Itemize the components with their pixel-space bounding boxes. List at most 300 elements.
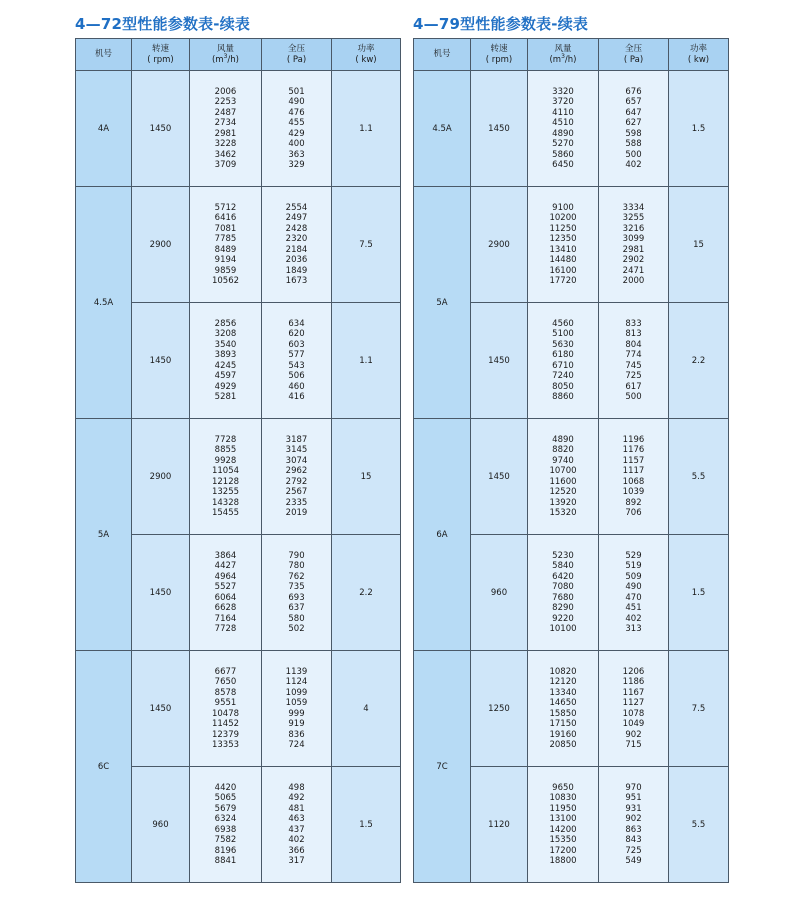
flow-value: 2981 [214,128,237,139]
flow-value: 15320 [549,508,577,518]
power-cell: 5.5 [669,419,729,535]
pressure-value: 892 [625,497,642,508]
pressure-value: 329 [288,160,305,170]
flow-values-cell [190,303,262,419]
flow-values-cell [190,71,262,187]
flow-value: 17200 [549,845,577,856]
flow-value: 5860 [552,149,574,160]
header-pressure: 全压 ( Pa) [262,39,332,71]
flow-value: 11054 [211,466,240,476]
flow-value: 3709 [214,160,237,170]
pressure-value: 2019 [285,508,308,518]
pressure-value: 1157 [622,455,645,466]
table-body [414,71,729,883]
flow-value: 3228 [214,139,237,149]
model-cell: 6C [76,651,132,883]
pressure-value: 1124 [285,677,308,687]
flow-value: 9551 [214,698,237,708]
pressure-value: 724 [288,740,305,750]
speed-cell: 1450 [132,71,190,187]
pressure-value: 498 [288,782,305,793]
flow-value: 6324 [214,814,237,824]
speed-cell: 2900 [132,187,190,303]
pressure-value: 588 [625,139,642,149]
pressure-value: 2497 [285,213,308,223]
pressure-value: 1139 [285,666,308,677]
flow-value: 8841 [214,856,237,866]
pressure-value: 577 [288,350,305,360]
pressure-values-cell [262,535,332,651]
pressure-value: 451 [625,603,642,613]
flow-value: 5270 [552,139,574,149]
model-cell: 4.5A [414,71,471,187]
pressure-value: 2320 [285,234,308,244]
flow-value: 3864 [214,550,237,561]
pressure-value: 1196 [622,434,645,445]
pressure-value: 833 [625,318,642,329]
pressure-value: 931 [625,803,642,814]
power-cell: 7.5 [669,651,729,767]
pressure-value: 500 [625,149,642,160]
pressure-value: 501 [288,86,305,97]
flow-value: 3320 [552,86,574,97]
flow-value: 3462 [214,149,237,160]
pressure-value: 3187 [285,434,308,445]
model-cell: 5A [76,419,132,651]
pressure-value: 437 [288,824,305,835]
flow-value: 12379 [211,729,240,740]
model-cell: 5A [414,187,471,419]
flow-value: 11950 [549,803,577,814]
pressure-values-cell [262,419,332,535]
pressure-value: 836 [288,729,305,740]
speed-cell: 1120 [471,767,528,883]
flow-value: 15350 [549,835,577,845]
flow-value: 12350 [549,234,577,244]
header-model: 机号 [414,39,471,71]
pressure-value: 1059 [285,698,308,708]
flow-value: 13340 [549,687,577,698]
speed-cell: 2900 [471,187,528,303]
pressure-values-cell [262,767,332,883]
flow-value: 9100 [552,202,574,213]
flow-value: 3893 [214,350,237,360]
pressure-value: 317 [288,856,305,866]
pressure-values-cell [262,651,332,767]
pressure-value: 657 [625,97,642,107]
flow-value: 8196 [214,845,237,856]
flow-value: 10200 [549,213,577,223]
pressure-value: 863 [625,824,642,835]
pressure-value: 490 [288,97,305,107]
pressure-value: 2428 [285,223,308,234]
pressure-value: 476 [288,107,305,118]
flow-value: 10830 [549,793,577,803]
flow-value: 11600 [549,476,577,487]
flow-value: 6938 [214,824,237,835]
flow-values-cell [190,187,262,303]
pressure-value: 2902 [622,255,645,265]
table-title: 4—79型性能参数表-续表 [413,15,589,33]
flow-value: 8860 [552,392,574,402]
flow-values-cell [528,187,599,303]
pressure-value: 313 [625,624,642,634]
pressure-value: 843 [625,835,642,845]
table-row [76,651,401,767]
speed-cell: 1450 [471,71,528,187]
pressure-value: 790 [288,550,305,561]
pressure-value: 620 [288,329,305,339]
power-cell: 2.2 [332,535,401,651]
pressure-value: 470 [625,592,642,603]
header-power: 功率 ( kw) [669,39,729,71]
flow-value: 7728 [214,624,237,634]
pressure-values-cell [599,71,669,187]
performance-table [75,38,401,883]
pressure-value: 902 [625,814,642,824]
pressure-value: 804 [625,339,642,350]
pressure-values-cell [262,303,332,419]
flow-value: 2856 [214,318,237,329]
pressure-value: 366 [288,845,305,856]
speed-cell: 1450 [132,535,190,651]
pressure-value: 780 [288,561,305,571]
pressure-value: 481 [288,803,305,814]
flow-value: 12520 [549,487,577,497]
flow-value: 9650 [552,782,574,793]
header-power: 功率 ( kw) [332,39,401,71]
flow-value: 17720 [549,276,577,286]
flow-value: 14200 [549,824,577,835]
model-cell: 6A [414,419,471,651]
table-title: 4—72型性能参数表-续表 [75,15,251,33]
flow-value: 7582 [214,835,237,845]
pressure-value: 519 [625,561,642,571]
flow-value: 19160 [549,729,577,740]
pressure-value: 416 [288,392,305,402]
model-cell: 7C [414,651,471,883]
flow-value: 4890 [552,128,574,139]
flow-value: 12128 [211,476,240,487]
flow-value: 2734 [214,118,237,128]
pressure-value: 3216 [622,223,645,234]
table-row [414,419,729,535]
pressure-value: 549 [625,856,642,866]
flow-value: 20850 [549,740,577,750]
pressure-value: 402 [288,835,305,845]
power-cell: 1.1 [332,71,401,187]
pressure-value: 402 [625,613,642,624]
pressure-value: 2567 [285,487,308,497]
pressure-value: 543 [288,360,305,371]
table-row [76,419,401,535]
table-row [414,187,729,303]
pressure-value: 774 [625,350,642,360]
flow-value: 7164 [214,613,237,624]
flow-values-cell [190,651,262,767]
flow-value: 5712 [214,202,237,213]
flow-value: 9194 [214,255,237,265]
pressure-value: 509 [625,571,642,582]
flow-values-cell [528,767,599,883]
pressure-values-cell [599,651,669,767]
pressure-values-cell [599,535,669,651]
pressure-value: 492 [288,793,305,803]
pressure-value: 1117 [622,466,645,476]
flow-value: 8050 [552,381,574,392]
performance-table [413,38,729,883]
power-cell: 7.5 [332,187,401,303]
pressure-value: 706 [625,508,642,518]
pressure-value: 1176 [622,445,645,455]
model-cell: 4A [76,71,132,187]
flow-values-cell [528,535,599,651]
pressure-value: 506 [288,371,305,381]
flow-value: 9928 [214,455,237,466]
flow-value: 10478 [211,708,240,719]
header-flow: 风量 $(m^3/h)$ [190,39,262,71]
pressure-values-cell [262,187,332,303]
pressure-value: 2036 [285,255,308,265]
pressure-value: 999 [288,708,305,719]
pressure-values-cell [599,187,669,303]
pressure-value: 455 [288,118,305,128]
flow-value: 8820 [552,445,574,455]
flow-value: 4964 [214,571,237,582]
pressure-values-cell [599,303,669,419]
flow-value: 7785 [214,234,237,244]
power-cell: 1.5 [669,535,729,651]
flow-values-cell [190,767,262,883]
flow-value: 9740 [552,455,574,466]
pressure-value: 1673 [285,276,308,286]
flow-value: 10820 [549,666,577,677]
flow-value: 6180 [552,350,574,360]
pressure-value: 3334 [622,202,645,213]
pressure-value: 745 [625,360,642,371]
flow-value: 6420 [552,571,574,582]
flow-value: 13100 [549,814,577,824]
pressure-value: 2962 [285,466,308,476]
flow-values-cell [190,419,262,535]
flow-value: 6677 [214,666,237,677]
power-cell: 1.1 [332,303,401,419]
speed-cell: 2900 [132,419,190,535]
speed-cell: 1450 [471,303,528,419]
flow-value: 6064 [214,592,237,603]
flow-value: 5630 [552,339,574,350]
table-row [414,651,729,767]
pressure-value: 3074 [285,455,308,466]
flow-value: 7081 [214,223,237,234]
pressure-value: 429 [288,128,305,139]
flow-value: 5230 [552,550,574,561]
flow-value: 5100 [552,329,574,339]
speed-cell: 960 [132,767,190,883]
table-row [414,71,729,187]
pressure-value: 1099 [285,687,308,698]
pressure-value: 3099 [622,234,645,244]
pressure-value: 715 [625,740,642,750]
header-flow: 风量 $(m^3/h)$ [528,39,599,71]
flow-value: 4597 [214,371,237,381]
flow-value: 16100 [549,265,577,276]
pressure-value: 580 [288,613,305,624]
pressure-value: 1849 [285,265,308,276]
pressure-value: 647 [625,107,642,118]
table-row [76,187,401,303]
pressure-value: 735 [288,582,305,592]
pressure-values-cell [599,419,669,535]
pressure-value: 676 [625,86,642,97]
power-cell: 2.2 [669,303,729,419]
pressure-value: 2000 [622,276,645,286]
flow-value: 5281 [214,392,237,402]
pressure-value: 762 [288,571,305,582]
pressure-value: 725 [625,371,642,381]
flow-value: 15455 [211,508,240,518]
flow-value: 13920 [549,497,577,508]
flow-value: 14328 [211,497,240,508]
flow-value: 2006 [214,86,237,97]
speed-cell: 1250 [471,651,528,767]
pressure-value: 2471 [622,265,645,276]
flow-value: 3540 [214,339,237,350]
flow-value: 8578 [214,687,237,698]
table-body [76,71,401,883]
power-cell: 4 [332,651,401,767]
flow-value: 13410 [549,244,577,255]
pressure-value: 725 [625,845,642,856]
flow-value: 8290 [552,603,574,613]
pressure-values-cell [262,71,332,187]
flow-value: 6710 [552,360,574,371]
flow-value: 7080 [552,582,574,592]
pressure-value: 603 [288,339,305,350]
pressure-value: 637 [288,603,305,613]
flow-values-cell [528,71,599,187]
pressure-value: 2335 [285,497,308,508]
flow-value: 6450 [552,160,574,170]
flow-value: 7728 [214,434,237,445]
pressure-value: 490 [625,582,642,592]
flow-value: 10100 [549,624,577,634]
pressure-value: 2554 [285,202,308,213]
flow-value: 13255 [211,487,240,497]
flow-value: 6628 [214,603,237,613]
pressure-value: 1049 [622,719,645,729]
flow-value: 18800 [549,856,577,866]
pressure-value: 1127 [622,698,645,708]
power-cell: 15 [332,419,401,535]
pressure-value: 3255 [622,213,645,223]
flow-value: 4245 [214,360,237,371]
pressure-value: 693 [288,592,305,603]
flow-values-cell [528,419,599,535]
flow-value: 4420 [214,782,237,793]
pressure-value: 627 [625,118,642,128]
pressure-value: 2792 [285,476,308,487]
flow-value: 4427 [214,561,237,571]
header-speed: 转速 ( rpm) [471,39,528,71]
pressure-value: 460 [288,381,305,392]
flow-value: 9859 [214,265,237,276]
flow-value: 3720 [552,97,574,107]
flow-values-cell [528,303,599,419]
flow-value: 3208 [214,329,237,339]
pressure-value: 1167 [622,687,645,698]
flow-value: 10700 [549,466,577,476]
pressure-value: 363 [288,149,305,160]
pressure-value: 813 [625,329,642,339]
speed-cell: 1450 [132,303,190,419]
pressure-value: 1068 [622,476,645,487]
flow-values-cell [528,651,599,767]
flow-value: 11452 [211,719,240,729]
pressure-values-cell [599,767,669,883]
flow-value: 6416 [214,213,237,223]
flow-value: 4929 [214,381,237,392]
header-model: 机号 [76,39,132,71]
pressure-value: 1039 [622,487,645,497]
header-speed: 转速 ( rpm) [132,39,190,71]
flow-value: 14480 [549,255,577,265]
pressure-value: 529 [625,550,642,561]
flow-value: 4890 [552,434,574,445]
flow-value: 14650 [549,698,577,708]
speed-cell: 1450 [471,419,528,535]
flow-value: 4560 [552,318,574,329]
pressure-value: 1186 [622,677,645,687]
table-row [76,71,401,187]
power-cell: 1.5 [669,71,729,187]
flow-value: 9220 [552,613,574,624]
pressure-value: 634 [288,318,305,329]
pressure-value: 2184 [285,244,308,255]
flow-value: 5679 [214,803,237,814]
pressure-value: 919 [288,719,305,729]
flow-value: 8489 [214,244,237,255]
flow-values-cell [190,535,262,651]
speed-cell: 1450 [132,651,190,767]
power-cell: 1.5 [332,767,401,883]
flow-value: 7240 [552,371,574,381]
pressure-value: 500 [625,392,642,402]
pressure-value: 2981 [622,244,645,255]
flow-value: 11250 [549,223,577,234]
pressure-value: 3145 [285,445,308,455]
pressure-value: 902 [625,729,642,740]
flow-value: 7680 [552,592,574,603]
flow-value: 2253 [214,97,237,107]
flow-value: 8855 [214,445,237,455]
model-cell: 4.5A [76,187,132,419]
pressure-value: 1206 [622,666,645,677]
flow-value: 17150 [549,719,577,729]
table-panel-4-72 [75,12,400,883]
power-cell: 15 [669,187,729,303]
flow-value: 5840 [552,561,574,571]
flow-value: 2487 [214,107,237,118]
pressure-value: 502 [288,624,305,634]
pressure-value: 402 [625,160,642,170]
header-pressure: 全压 ( Pa) [599,39,669,71]
pressure-value: 970 [625,782,642,793]
flow-value: 4510 [552,118,574,128]
flow-value: 10562 [211,276,240,286]
table-panel-4-79 [413,12,728,883]
pressure-value: 400 [288,139,305,149]
